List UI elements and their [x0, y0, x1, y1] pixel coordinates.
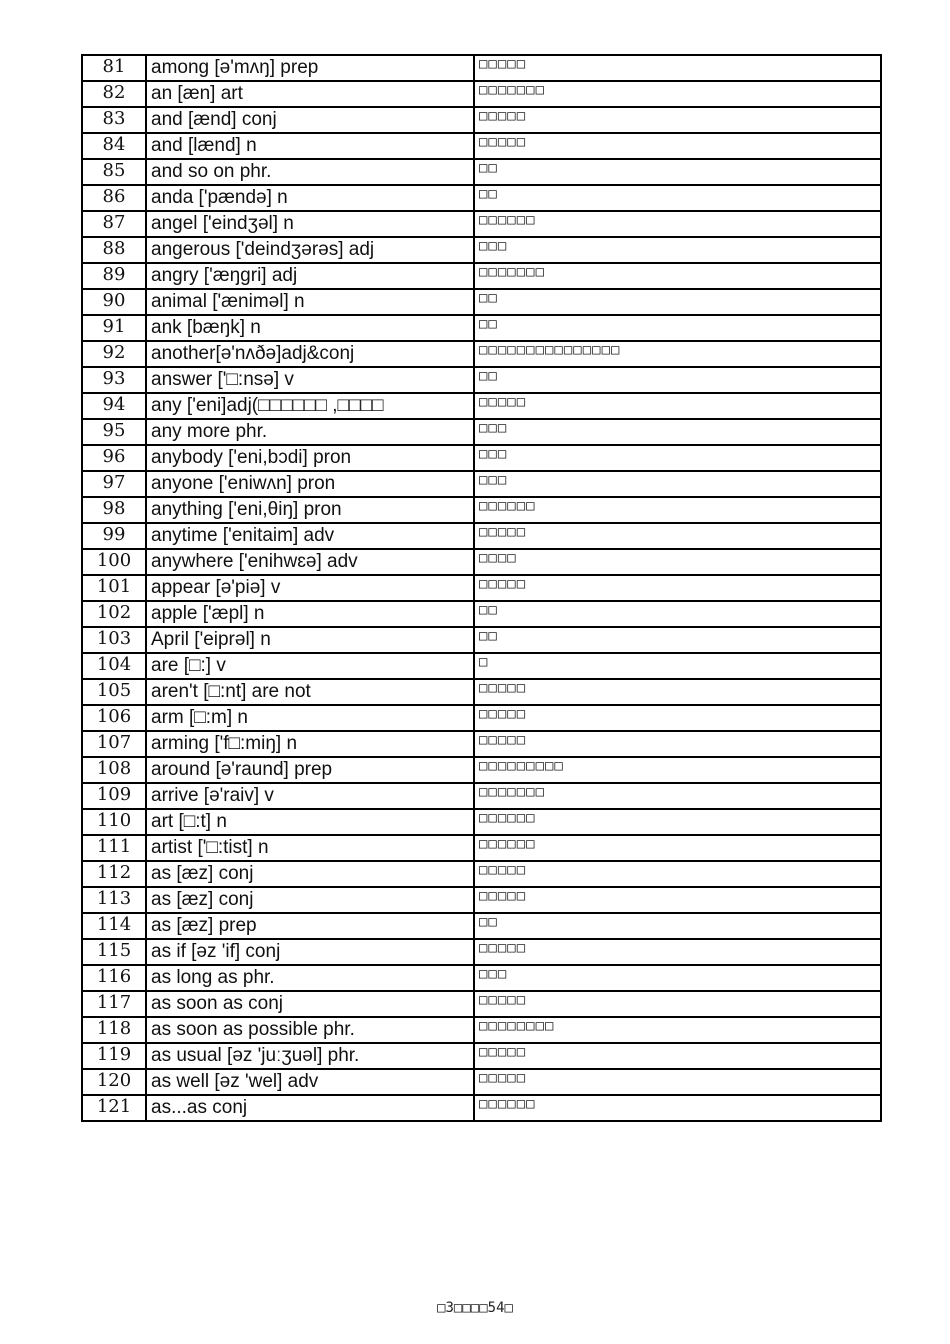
entry-word: animal ['æniməl] n	[146, 289, 474, 315]
entry-word: as if [əz 'if] conj	[146, 939, 474, 965]
entry-number: 87	[82, 211, 146, 237]
table-row	[82, 653, 881, 679]
table-row	[82, 55, 881, 81]
entry-number: 106	[82, 705, 146, 731]
entry-number: 104	[82, 653, 146, 679]
table-row	[82, 809, 881, 835]
entry-word: angry ['æŋgri] adj	[146, 263, 474, 289]
table-row	[82, 1043, 881, 1069]
entry-definition: □□□□□□	[474, 1095, 881, 1121]
entry-definition: □□□□□□	[474, 809, 881, 835]
entry-number: 117	[82, 991, 146, 1017]
table-row	[82, 1017, 881, 1043]
entry-word: April ['eiprəl] n	[146, 627, 474, 653]
entry-definition: □□□□□□□□□	[474, 757, 881, 783]
entry-number: 89	[82, 263, 146, 289]
table-row	[82, 159, 881, 185]
table-row	[82, 913, 881, 939]
table-row	[82, 419, 881, 445]
table-row	[82, 367, 881, 393]
entry-word: aren't [□:nt] are not	[146, 679, 474, 705]
entry-definition: □□□□□□□□□□□□□□□	[474, 341, 881, 367]
table-row	[82, 861, 881, 887]
entry-number: 103	[82, 627, 146, 653]
table-row	[82, 575, 881, 601]
table-row	[82, 679, 881, 705]
table-row	[82, 601, 881, 627]
entry-word: anda ['pændə] n	[146, 185, 474, 211]
page-footer: □3□□□□54□	[437, 1300, 513, 1316]
entry-number: 120	[82, 1069, 146, 1095]
entry-number: 100	[82, 549, 146, 575]
entry-word: arm [□:m] n	[146, 705, 474, 731]
entry-word: art [□:t] n	[146, 809, 474, 835]
vocabulary-table	[81, 54, 882, 1122]
table-row	[82, 211, 881, 237]
table-row	[82, 81, 881, 107]
entry-number: 102	[82, 601, 146, 627]
entry-number: 114	[82, 913, 146, 939]
entry-definition: □□□□□	[474, 679, 881, 705]
entry-definition: □□□□□	[474, 523, 881, 549]
entry-definition: □□□	[474, 419, 881, 445]
entry-number: 85	[82, 159, 146, 185]
entry-number: 105	[82, 679, 146, 705]
table-row	[82, 471, 881, 497]
entry-word: anywhere ['enihwɛə] adv	[146, 549, 474, 575]
entry-definition: □□□□□	[474, 393, 881, 419]
table-row	[82, 393, 881, 419]
entry-number: 86	[82, 185, 146, 211]
entry-number: 107	[82, 731, 146, 757]
entry-number: 116	[82, 965, 146, 991]
entry-definition: □□□□□	[474, 1043, 881, 1069]
entry-word: an [æn] art	[146, 81, 474, 107]
entry-number: 99	[82, 523, 146, 549]
entry-number: 119	[82, 1043, 146, 1069]
entry-number: 96	[82, 445, 146, 471]
entry-definition: □□	[474, 159, 881, 185]
entry-word: appear [ə'piə] v	[146, 575, 474, 601]
entry-definition: □□□□□□□	[474, 783, 881, 809]
table-row	[82, 549, 881, 575]
entry-word: as...as conj	[146, 1095, 474, 1121]
entry-number: 92	[82, 341, 146, 367]
entry-number: 98	[82, 497, 146, 523]
table-row	[82, 1069, 881, 1095]
entry-definition: □□	[474, 315, 881, 341]
entry-definition: □□□	[474, 965, 881, 991]
entry-word: anytime ['enitaim] adv	[146, 523, 474, 549]
entry-definition: □□□□□	[474, 939, 881, 965]
entry-definition: □□□□□	[474, 887, 881, 913]
entry-definition: □□□□□□	[474, 497, 881, 523]
entry-number: 121	[82, 1095, 146, 1121]
table-row	[82, 627, 881, 653]
entry-number: 94	[82, 393, 146, 419]
entry-number: 112	[82, 861, 146, 887]
table-row	[82, 133, 881, 159]
entry-definition: □□□□□	[474, 55, 881, 81]
entry-word: as usual [əz 'juːʒuəl] phr.	[146, 1043, 474, 1069]
table-row	[82, 835, 881, 861]
entry-word: angerous ['deindʒərəs] adj	[146, 237, 474, 263]
entry-word: as [æz] conj	[146, 887, 474, 913]
vocabulary-table-body	[82, 55, 881, 1121]
table-row	[82, 289, 881, 315]
entry-word: and [ænd] conj	[146, 107, 474, 133]
entry-word: among [ə'mʌŋ] prep	[146, 55, 474, 81]
entry-definition: □□□□□□	[474, 835, 881, 861]
entry-number: 97	[82, 471, 146, 497]
entry-definition: □□□□□	[474, 133, 881, 159]
entry-word: arrive [ə'raiv] v	[146, 783, 474, 809]
table-row	[82, 523, 881, 549]
entry-word: any ['eni]adj(□□□□□□ ,□□□□	[146, 393, 474, 419]
entry-number: 111	[82, 835, 146, 861]
entry-definition: □□	[474, 627, 881, 653]
entry-definition: □□□	[474, 445, 881, 471]
table-row	[82, 341, 881, 367]
entry-definition: □□□□□□□	[474, 81, 881, 107]
entry-number: 95	[82, 419, 146, 445]
entry-definition: □□□□□	[474, 575, 881, 601]
table-row	[82, 991, 881, 1017]
table-row	[82, 237, 881, 263]
entry-word: artist ['□:tist] n	[146, 835, 474, 861]
entry-definition: □□□□□□	[474, 211, 881, 237]
entry-word: as soon as conj	[146, 991, 474, 1017]
entry-definition: □□□□□□□□	[474, 1017, 881, 1043]
entry-definition: □□	[474, 367, 881, 393]
entry-number: 118	[82, 1017, 146, 1043]
entry-number: 113	[82, 887, 146, 913]
entry-number: 108	[82, 757, 146, 783]
entry-word: arming ['f□:miŋ] n	[146, 731, 474, 757]
table-row	[82, 185, 881, 211]
entry-word: are [□:] v	[146, 653, 474, 679]
table-row	[82, 887, 881, 913]
table-row	[82, 263, 881, 289]
entry-definition: □□□□□	[474, 1069, 881, 1095]
entry-word: as long as phr.	[146, 965, 474, 991]
entry-word: anybody ['eni,bɔdi] pron	[146, 445, 474, 471]
entry-number: 101	[82, 575, 146, 601]
entry-number: 83	[82, 107, 146, 133]
table-row	[82, 445, 881, 471]
entry-word: and so on phr.	[146, 159, 474, 185]
entry-word: another[ə'nʌðə]adj&conj	[146, 341, 474, 367]
entry-definition: □□□□	[474, 549, 881, 575]
entry-word: any more phr.	[146, 419, 474, 445]
table-row	[82, 107, 881, 133]
entry-definition: □□□□□	[474, 861, 881, 887]
table-row	[82, 497, 881, 523]
entry-definition: □□	[474, 913, 881, 939]
entry-definition: □□□□□	[474, 705, 881, 731]
entry-number: 90	[82, 289, 146, 315]
entry-definition: □□□□□	[474, 991, 881, 1017]
table-row	[82, 783, 881, 809]
table-row	[82, 965, 881, 991]
entry-number: 115	[82, 939, 146, 965]
entry-number: 88	[82, 237, 146, 263]
entry-word: answer ['□:nsə] v	[146, 367, 474, 393]
entry-definition: □□	[474, 289, 881, 315]
entry-word: anything ['eni,θiŋ] pron	[146, 497, 474, 523]
entry-number: 93	[82, 367, 146, 393]
entry-word: ank [bæŋk] n	[146, 315, 474, 341]
entry-word: as [æz] prep	[146, 913, 474, 939]
table-row	[82, 757, 881, 783]
entry-definition: □□□□□	[474, 107, 881, 133]
entry-number: 82	[82, 81, 146, 107]
table-row	[82, 315, 881, 341]
entry-word: around [ə'raund] prep	[146, 757, 474, 783]
entry-number: 81	[82, 55, 146, 81]
entry-word: and [lænd] n	[146, 133, 474, 159]
entry-number: 110	[82, 809, 146, 835]
entry-definition: □□□	[474, 471, 881, 497]
table-row	[82, 731, 881, 757]
entry-word: as soon as possible phr.	[146, 1017, 474, 1043]
entry-definition: □	[474, 653, 881, 679]
entry-word: as [æz] conj	[146, 861, 474, 887]
table-row	[82, 939, 881, 965]
entry-definition: □□□□□	[474, 731, 881, 757]
entry-number: 91	[82, 315, 146, 341]
entry-word: angel ['eindʒəl] n	[146, 211, 474, 237]
entry-definition: □□	[474, 601, 881, 627]
entry-word: as well [əz 'wel] adv	[146, 1069, 474, 1095]
entry-number: 109	[82, 783, 146, 809]
table-row	[82, 705, 881, 731]
table-row	[82, 1095, 881, 1121]
entry-definition: □□□□□□□	[474, 263, 881, 289]
entry-word: apple ['æpl] n	[146, 601, 474, 627]
entry-number: 84	[82, 133, 146, 159]
entry-definition: □□□	[474, 237, 881, 263]
entry-definition: □□	[474, 185, 881, 211]
entry-word: anyone ['eniwʌn] pron	[146, 471, 474, 497]
